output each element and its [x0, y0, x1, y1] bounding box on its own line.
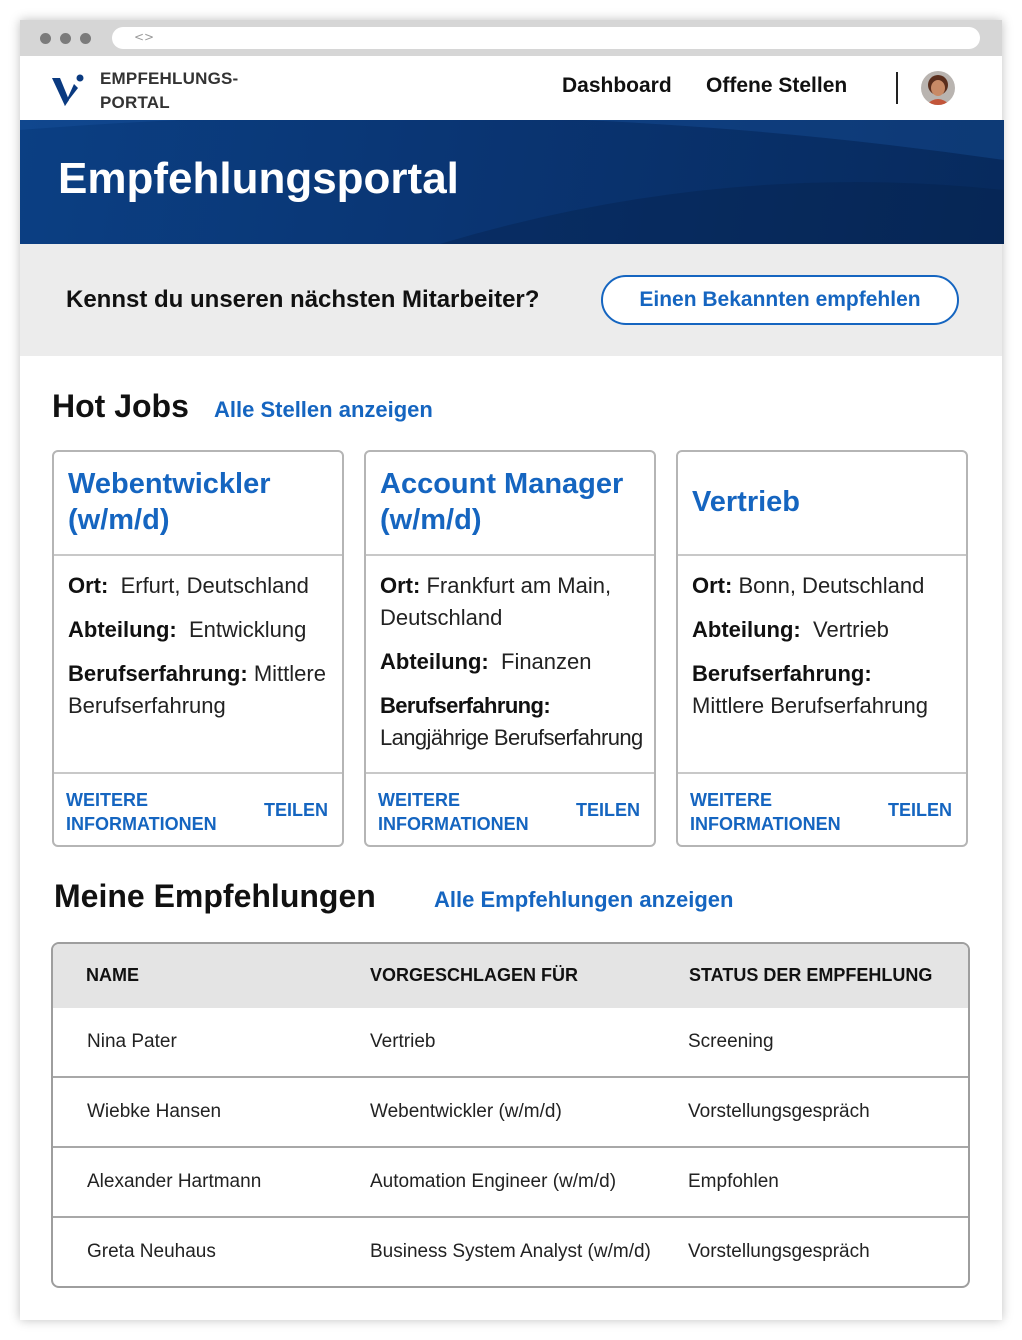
- job-details: [692, 570, 956, 734]
- location-label: Ort:: [380, 573, 421, 598]
- job-department: [692, 614, 956, 646]
- job-title-link[interactable]: Webentwickler (w/m/d): [68, 468, 271, 536]
- job-title-link[interactable]: Account Manager (w/m/d): [380, 468, 624, 536]
- window-dot-icon[interactable]: [80, 33, 91, 44]
- more-info-link[interactable]: WEITERE INFORMATIONEN: [66, 790, 217, 834]
- cell-name: Wiebke Hansen: [87, 1101, 222, 1122]
- window-dot-icon[interactable]: [40, 33, 51, 44]
- brand-line-1: EMPFEHLUNGS-: [100, 69, 239, 88]
- job-card: [676, 450, 968, 847]
- job-experience: [380, 690, 644, 754]
- job-location: [692, 570, 956, 602]
- location-value: Frankfurt am Main, Deutschland: [380, 573, 612, 630]
- cell-name: Alexander Hartmann: [87, 1171, 262, 1192]
- department-label: Abteilung:: [68, 617, 177, 642]
- cell-position: Automation Engineer (w/m/d): [370, 1171, 617, 1192]
- job-card: [52, 450, 344, 847]
- column-header-position[interactable]: VORGESCHLAGEN FÜR: [370, 965, 579, 985]
- table-row[interactable]: [53, 1216, 968, 1288]
- job-card-actions: [366, 772, 654, 847]
- job-card-header: [54, 452, 342, 556]
- nav-divider: [896, 72, 898, 104]
- cell-status: Screening: [688, 1031, 774, 1052]
- experience-value: Mittlere Berufserfahrung: [692, 693, 928, 718]
- table-header: [53, 944, 968, 1008]
- hero-banner: [20, 120, 1004, 244]
- share-link[interactable]: TEILEN: [887, 800, 952, 820]
- cell-name: Greta Neuhaus: [87, 1241, 216, 1262]
- window-dot-icon[interactable]: [60, 33, 71, 44]
- v-logo-icon[interactable]: [50, 70, 86, 110]
- cell-status: Empfohlen: [688, 1171, 779, 1192]
- experience-label: Berufserfahrung:: [692, 661, 872, 686]
- user-avatar[interactable]: [921, 71, 955, 105]
- nav-link-open-positions[interactable]: Offene Stellen: [706, 74, 848, 97]
- brand-name: [100, 67, 238, 115]
- referrals-table: [51, 942, 970, 1288]
- referral-prompt: [20, 244, 1002, 356]
- browser-window: [20, 20, 1002, 1320]
- brand-line-2: PORTAL: [100, 93, 170, 112]
- cell-position: Webentwickler (w/m/d): [370, 1101, 562, 1122]
- my-referrals-title: Meine Empfehlungen: [54, 878, 376, 914]
- cell-status: Vorstellungsgespräch: [688, 1241, 870, 1262]
- job-location: [380, 570, 644, 634]
- referral-prompt-text: Kennst du unseren nächsten Mitarbeiter?: [66, 286, 540, 313]
- experience-label: Berufserfahrung:: [380, 693, 551, 718]
- job-department: [68, 614, 332, 646]
- job-card-actions: [54, 772, 342, 847]
- table-row[interactable]: [53, 1076, 968, 1148]
- hot-jobs-title: Hot Jobs: [52, 388, 189, 424]
- share-link[interactable]: TEILEN: [575, 800, 640, 820]
- address-bar[interactable]: [112, 27, 980, 49]
- code-icon: <>: [134, 30, 155, 44]
- location-value: Erfurt, Deutschland: [120, 573, 309, 598]
- column-header-status[interactable]: STATUS DER EMPFEHLUNG: [689, 965, 933, 985]
- department-value: Vertrieb: [813, 617, 889, 642]
- job-card: [364, 450, 656, 847]
- experience-label: Berufserfahrung:: [68, 661, 248, 686]
- cell-status: Vorstellungsgespräch: [688, 1101, 870, 1122]
- department-value: Entwicklung: [189, 617, 307, 642]
- top-navigation: [20, 56, 1002, 120]
- department-label: Abteilung:: [380, 649, 489, 674]
- column-header-name[interactable]: NAME: [86, 965, 139, 985]
- cell-position: Vertrieb: [370, 1031, 436, 1052]
- page-title: Empfehlungsportal: [58, 154, 459, 203]
- job-details: [68, 570, 332, 734]
- experience-value: Mittlere Berufserfahrung: [68, 661, 326, 718]
- job-title-link[interactable]: Vertrieb: [692, 486, 800, 518]
- cell-name: Nina Pater: [87, 1031, 177, 1052]
- job-card-actions: [678, 772, 966, 847]
- job-department: [380, 646, 644, 678]
- location-value: Bonn, Deutschland: [738, 573, 925, 598]
- job-experience: [692, 658, 956, 722]
- browser-chrome: [20, 20, 1002, 56]
- more-info-link[interactable]: WEITERE INFORMATIONEN: [690, 790, 841, 834]
- department-value: Finanzen: [501, 649, 592, 674]
- all-jobs-link[interactable]: Alle Stellen anzeigen: [214, 397, 433, 422]
- table-row[interactable]: [53, 1146, 968, 1218]
- job-location: [68, 570, 332, 602]
- cell-position: Business System Analyst (w/m/d): [370, 1241, 651, 1262]
- share-link[interactable]: TEILEN: [263, 800, 328, 820]
- all-referrals-link[interactable]: Alle Empfehlungen anzeigen: [434, 887, 734, 912]
- department-label: Abteilung:: [692, 617, 801, 642]
- nav-link-dashboard[interactable]: Dashboard: [562, 74, 672, 97]
- job-card-header: [366, 452, 654, 556]
- job-experience: [68, 658, 332, 722]
- more-info-link[interactable]: WEITERE INFORMATIONEN: [378, 790, 529, 834]
- location-label: Ort:: [692, 573, 733, 598]
- job-card-header: [678, 452, 966, 556]
- job-details: [380, 570, 644, 766]
- table-row[interactable]: [53, 1008, 968, 1078]
- location-label: Ort:: [68, 573, 109, 598]
- experience-value: Langjährige Berufserfahrung: [380, 725, 643, 750]
- refer-friend-button[interactable]: Einen Bekannten empfehlen: [601, 275, 959, 325]
